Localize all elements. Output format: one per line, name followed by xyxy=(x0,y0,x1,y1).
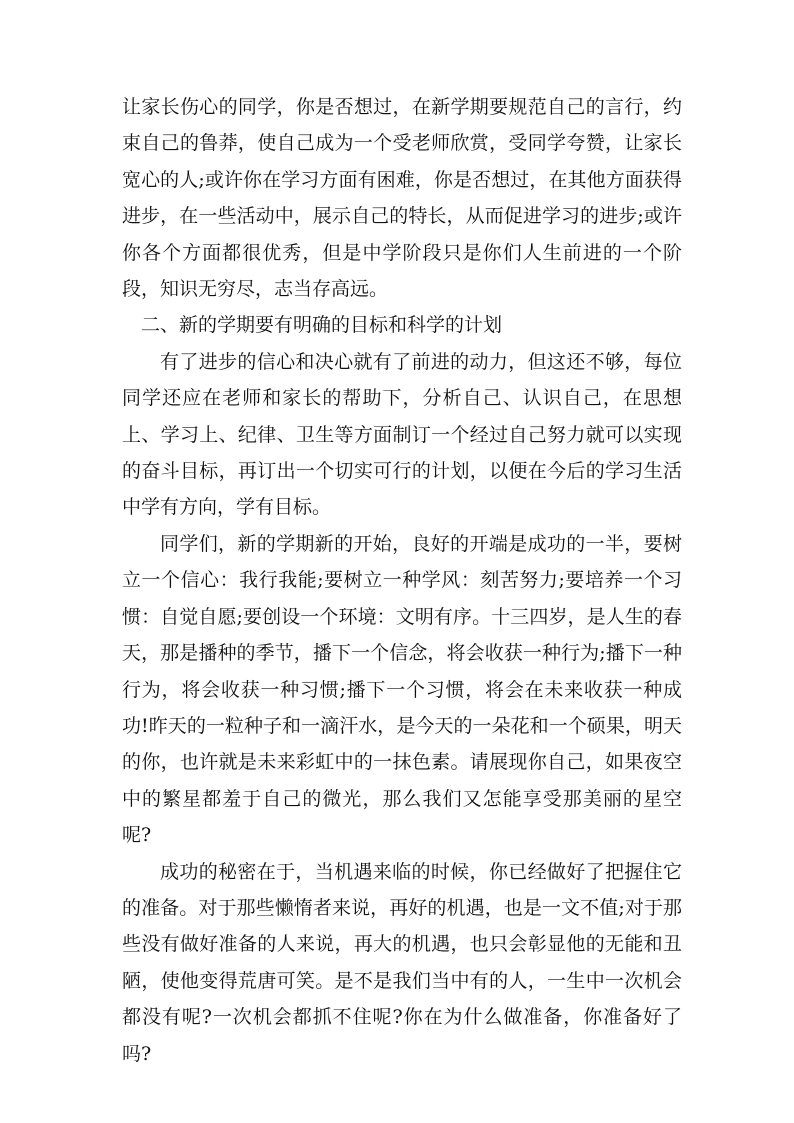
paragraph-new-start: 同学们，新的学期新的开始，良好的开端是成功的一半，要树立一个信心：我行我能;要树立一种学风：刻苦努力;要培养一个习惯：自觉自愿;要创设一个环境：文明有序。十三四岁，是人生的春天，那是播种的季节，播下一个信念，将会收获一种行为;播下一种行为，将会收获一种习惯;播下一个习惯，将会在未来收获一种成功!昨天的一粒种子和一滴汗水，是今天的一朵花和一个硕果，明天的你，也许就是未来彩虹中的一抹色素。请展现你自己，如果夜空中的繁星都羞于自己的微光，那么我们又怎能享受那美丽的星空呢? xyxy=(122,532,682,847)
paragraph-success: 成功的秘密在于，当机遇来临的时候，你已经做好了把握住它的准备。对于那些懒惰者来说，再好的机遇，也是一文不值;对于那些没有做好准备的人来说，再大的机遇，也只会彰显他的无能和丑陋，使他变得荒唐可笑。是不是我们当中有的人，一生中一次机会都没有呢?一次机会都抓不住呢?你在为什么做准备，你准备好了吗? xyxy=(122,860,682,1065)
section-heading: 二、新的学期要有明确的目标和科学的计划 xyxy=(141,314,503,337)
paragraph-goals: 有了进步的信心和决心就有了前进的动力，但这还不够，每位同学还应在老师和家长的帮助下，分析自己、认识自己，在思想上、学习上、纪律、卫生等方面制订一个经过自己努力就可以实现的奋斗目标，再订出一个切实可行的计划，以便在今后的学习生活中学有方向，学有目标。 xyxy=(122,350,682,519)
document-body xyxy=(122,89,682,1072)
paragraph-continued: 让家长伤心的同学，你是否想过，在新学期要规范自己的言行，约束自己的鲁莽，使自己成为一个受老师欣赏，受同学夸赞，让家长宽心的人;或许你在学习方面有困难，你是否想过，在其他方面获得进步，在一些活动中，展示自己的特长，从而促进学习的进步;或许你各个方面都很优秀，但是中学阶段只是你们人生前进的一个阶段，知识无穷尽，志当存高远。 xyxy=(122,96,682,301)
